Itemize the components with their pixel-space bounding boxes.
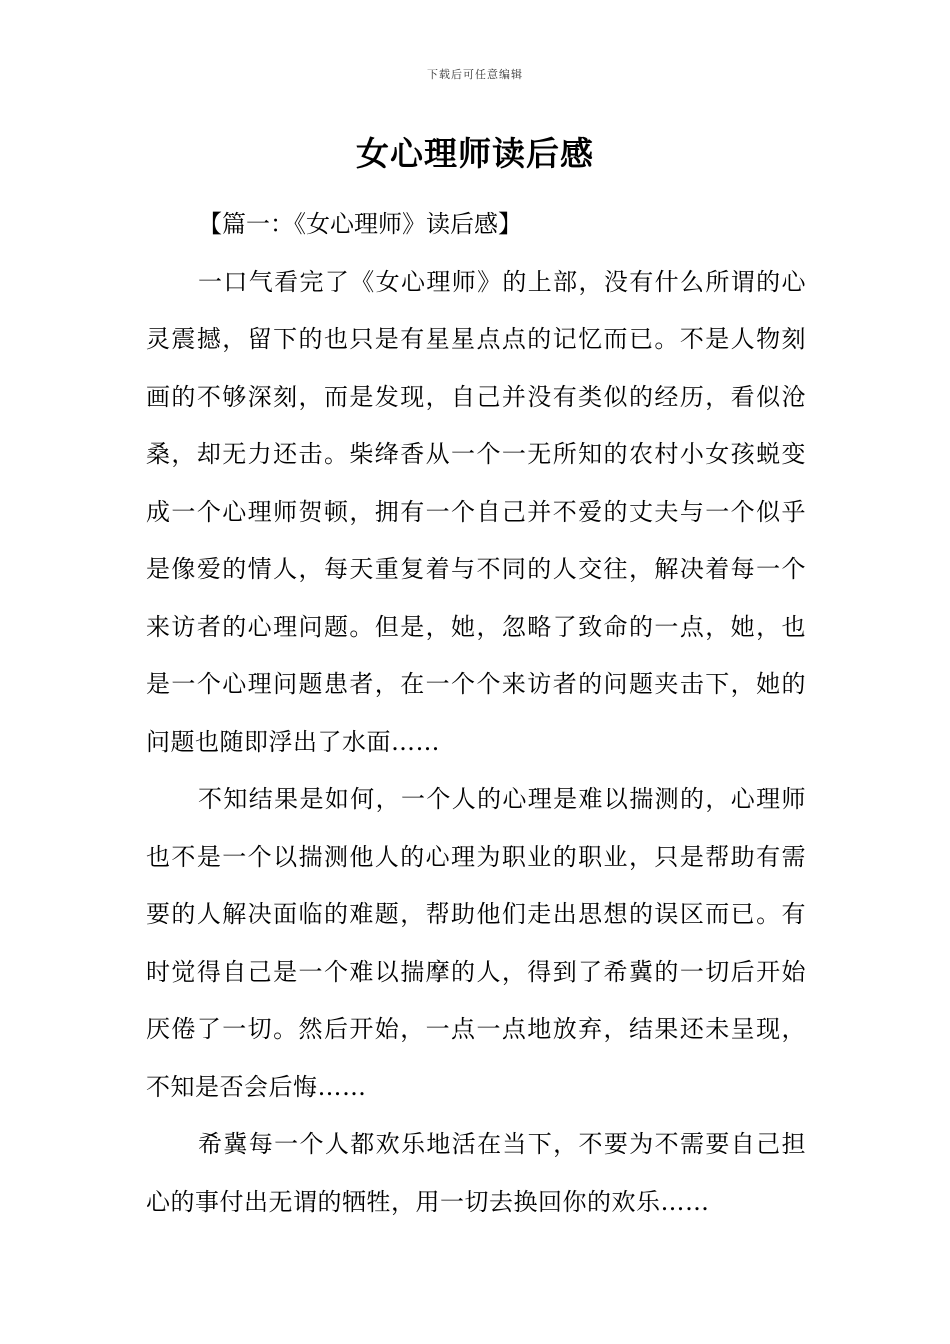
paragraph-2: 不知结果是如何，一个人的心理是难以揣测的，心理师也不是一个以揣测他人的心理为职业的职业，只是帮助有需要的人解决面临的难题，帮助他们走出思想的误区而已。有时觉得自己是一个难以揣摩的人，得到了希冀的一切后开始厌倦了一切。然后开始，一点一点地放弃，结果还未呈现，不知是否会后悔…… bbox=[146, 785, 806, 1101]
section-heading: 【篇一：《女心理师》读后感】 bbox=[198, 210, 522, 238]
document-title: 女心理师读后感 bbox=[356, 134, 594, 173]
document-body bbox=[146, 196, 806, 1231]
paragraph-1: 一口气看完了《女心理师》的上部，没有什么所谓的心灵震撼，留下的也只是有星星点点的记忆而已。不是人物刻画的不够深刻，而是发现，自己并没有类似的经历，看似沧桑，却无力还击。柴绛香从一个一无所知的农村小女孩蜕变成一个心理师贺顿，拥有一个自己并不爱的丈夫与一个似乎是像爱的情人，每天重复着与不同的人交往，解决着每一个来访者的心理问题。但是，她，忽略了致命的一点，她，也是一个心理问题患者，在一个个来访者的问题夹击下，她的问题也随即浮出了水面…… bbox=[146, 267, 806, 756]
paragraph-3: 希冀每一个人都欢乐地活在当下，不要为不需要自己担心的事付出无谓的牺牲，用一切去换回你的欢乐…… bbox=[146, 1130, 806, 1216]
page-header-note: 下载后可任意编辑 bbox=[427, 68, 523, 81]
